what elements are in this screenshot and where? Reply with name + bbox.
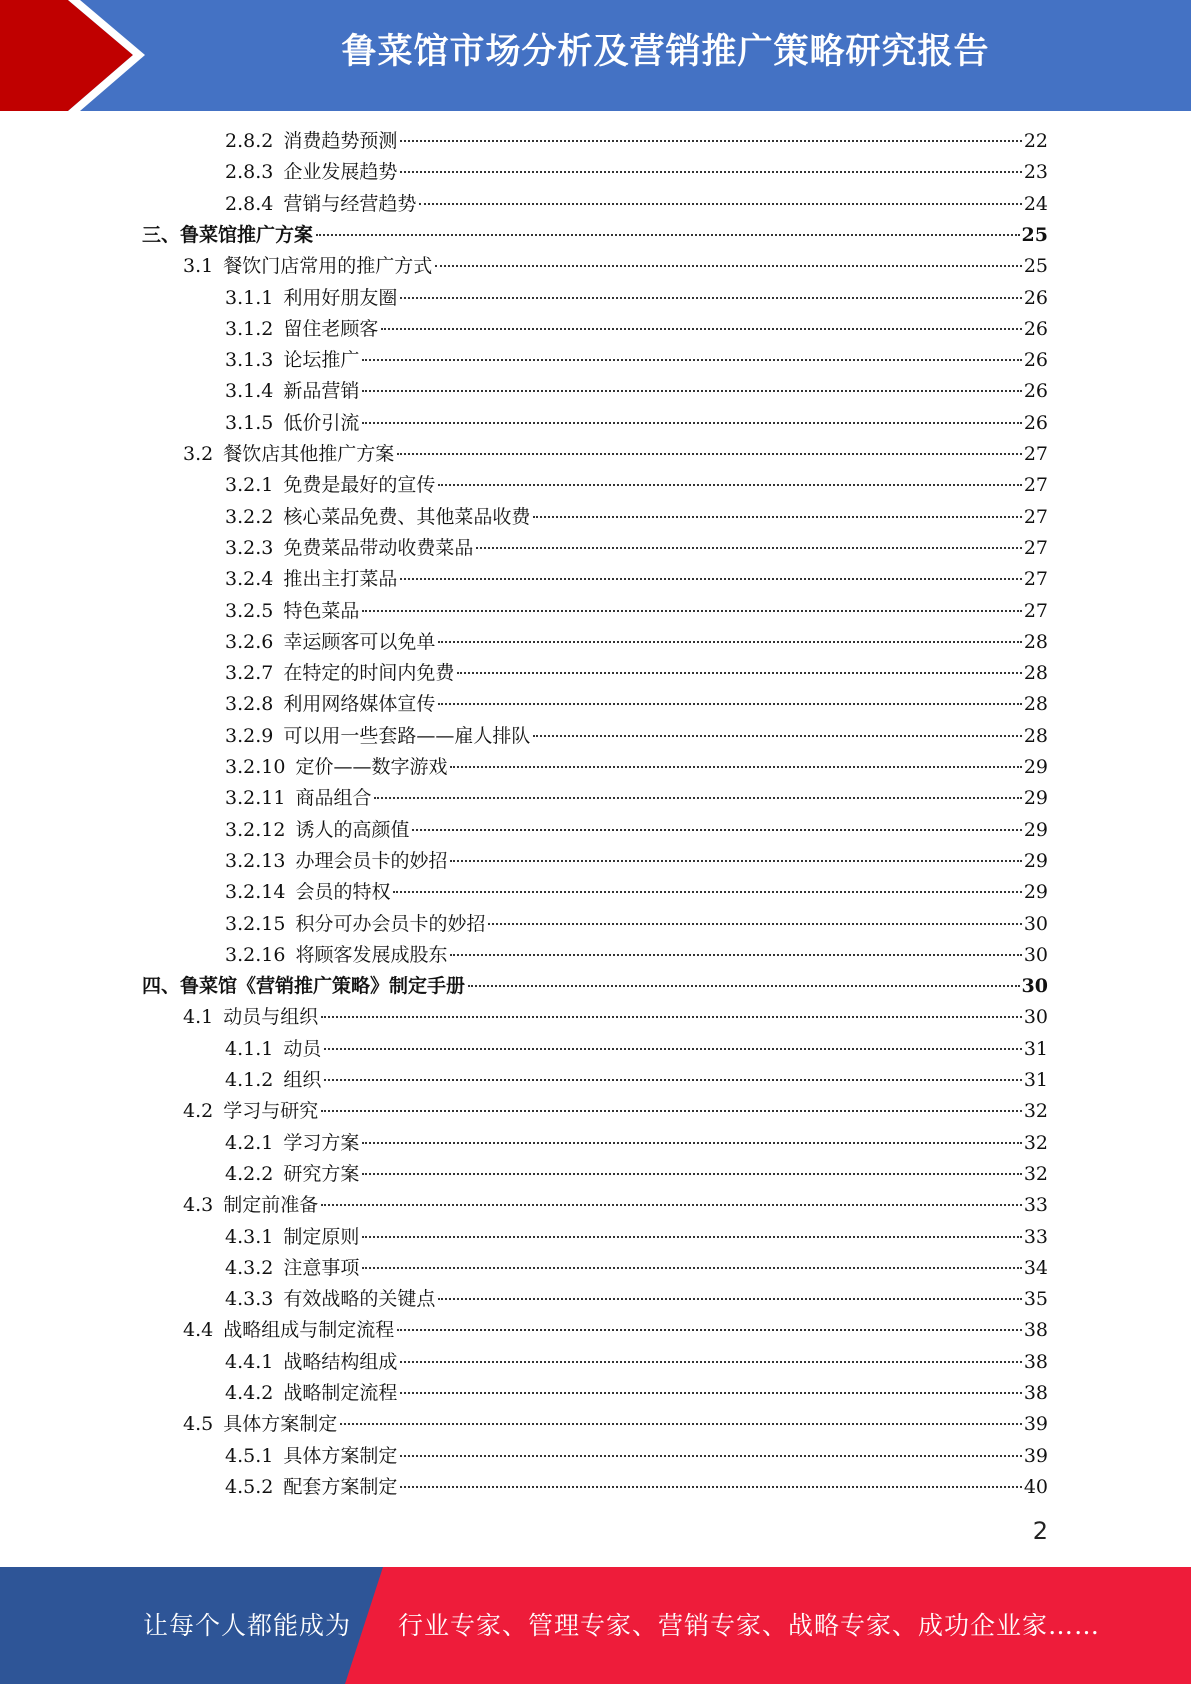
toc-entry[interactable]	[225, 627, 1048, 658]
toc-entry-title: 战略结构组成	[283, 1350, 398, 1373]
toc-entry[interactable]	[225, 502, 1048, 533]
toc-entry-page: 26	[1023, 317, 1048, 340]
toc-entry-title: 配套方案制定	[283, 1475, 398, 1498]
toc-entry-title: 论坛推广	[283, 349, 360, 372]
toc-entry-number: 3.2.1	[225, 474, 274, 497]
toc-entry-title: 研究方案	[283, 1162, 360, 1185]
toc-entry[interactable]	[183, 1315, 1048, 1346]
toc-entry-title: 餐饮门店常用的推广方式	[223, 255, 433, 278]
toc-entry-page: 27	[1023, 505, 1048, 528]
toc-entry-page: 27	[1023, 474, 1048, 497]
toc-entry-number: 3.2.2	[225, 505, 274, 528]
toc-entry-page: 33	[1023, 1194, 1048, 1217]
toc-entry-number: 3.2.11	[225, 787, 286, 810]
toc-leader-dots	[435, 265, 1022, 267]
toc-entry-page: 27	[1023, 568, 1048, 591]
toc-entry-page: 38	[1023, 1319, 1048, 1342]
toc-entry[interactable]	[225, 909, 1048, 940]
toc-entry[interactable]	[225, 596, 1048, 627]
toc-entry[interactable]	[183, 1096, 1048, 1127]
toc-entry-number: 3.1.4	[225, 380, 274, 403]
toc-entry-number: 4.2.2	[225, 1162, 274, 1185]
toc-entry-title: 留住老顾客	[283, 317, 379, 340]
toc-entry-number: 4.2	[183, 1100, 214, 1123]
toc-entry-page: 27	[1023, 443, 1048, 465]
toc-entry-title: 积分可办会员卡的妙招	[295, 912, 486, 935]
toc-entry[interactable]	[225, 846, 1048, 877]
toc-entry-number: 3.1.5	[225, 411, 274, 434]
toc-entry-title: 组织	[283, 1069, 322, 1091]
toc-entry-title: 利用好朋友圈	[283, 286, 398, 309]
toc-leader-dots	[400, 1486, 1021, 1488]
toc-entry-page: 38	[1023, 1382, 1048, 1404]
toc-entry-page: 23	[1023, 161, 1048, 184]
toc-entry-number: 3.2.10	[225, 756, 286, 778]
page-number: 2	[1032, 1517, 1048, 1545]
toc-entry-number: 3.1	[183, 255, 214, 278]
toc-entry-page: 30	[1021, 975, 1048, 998]
toc-entry-page: 28	[1023, 693, 1048, 716]
toc-entry-number: 2.8.2	[225, 130, 274, 152]
toc-entry[interactable]	[183, 1190, 1048, 1221]
toc-entry[interactable]	[225, 283, 1048, 314]
toc-entry-title: 在特定的时间内免费	[283, 662, 455, 685]
toc-entry-page: 27	[1023, 599, 1048, 622]
toc-leader-dots	[476, 547, 1021, 549]
toc-leader-dots	[362, 1173, 1021, 1175]
toc-leader-dots	[533, 735, 1021, 737]
toc-entry[interactable]	[225, 877, 1048, 908]
toc-entry-page: 38	[1023, 1350, 1048, 1373]
toc-entry[interactable]	[183, 439, 1048, 470]
toc-entry-title: 四、鲁菜馆《营销推广策略》制定手册	[142, 975, 466, 998]
toc-entry-title: 动员	[283, 1037, 322, 1060]
toc-entry-page: 22	[1023, 130, 1048, 152]
toc-entry-title: 低价引流	[283, 411, 360, 434]
toc-entry-page: 25	[1023, 255, 1048, 278]
toc-leader-dots	[362, 610, 1021, 612]
toc-entry-title: 有效战略的关键点	[283, 1288, 436, 1311]
toc-entry-title: 战略制定流程	[283, 1382, 398, 1404]
toc-entry-title: 消费趋势预测	[283, 130, 398, 152]
toc-entry-number: 4.5	[183, 1413, 214, 1436]
toc-entry-title: 三、鲁菜馆推广方案	[142, 223, 314, 246]
toc-entry-number: 4.3.3	[225, 1288, 274, 1311]
toc-entry-page: 28	[1023, 724, 1048, 747]
toc-entry-title: 免费是最好的宣传	[283, 474, 436, 497]
toc-leader-dots	[321, 1110, 1022, 1112]
toc-entry-page: 26	[1023, 380, 1048, 403]
toc-entry-number: 3.1.2	[225, 317, 274, 340]
toc-entry-title: 企业发展趋势	[283, 161, 398, 184]
toc-entry[interactable]	[183, 1409, 1048, 1440]
toc-entry-page: 26	[1023, 411, 1048, 434]
toc-entry[interactable]	[225, 1472, 1048, 1503]
toc-leader-dots	[400, 297, 1021, 299]
toc-leader-dots	[340, 1423, 1022, 1425]
toc-entry-page: 32	[1023, 1100, 1048, 1123]
toc-entry[interactable]	[225, 533, 1048, 564]
toc-entry-page: 29	[1023, 881, 1048, 904]
footer-slogan-left: 让每个人都能成为	[143, 1611, 352, 1640]
toc-entry-page: 31	[1023, 1037, 1048, 1060]
toc-entry-number: 3.2.6	[225, 630, 274, 653]
toc-leader-dots	[374, 797, 1021, 799]
toc-leader-dots	[412, 829, 1021, 831]
toc-entry-title: 动员与组织	[223, 1006, 319, 1029]
toc-entry[interactable]	[225, 408, 1048, 439]
toc-entry[interactable]	[225, 470, 1048, 501]
toc-entry[interactable]	[225, 376, 1048, 407]
toc-entry[interactable]	[225, 1159, 1048, 1190]
toc-entry-number: 3.2.5	[225, 599, 274, 622]
toc-entry-number: 3.2.13	[225, 849, 286, 872]
toc-leader-dots	[468, 985, 1020, 987]
toc-entry[interactable]	[225, 940, 1048, 971]
toc-leader-dots	[450, 860, 1021, 862]
toc-entry-title: 学习方案	[283, 1131, 360, 1154]
toc-entry[interactable]	[225, 815, 1048, 846]
toc-entry-title: 将顾客发展成股东	[295, 943, 448, 966]
toc-entry[interactable]	[225, 689, 1048, 720]
toc-entry-title: 幸运顾客可以免单	[283, 630, 436, 653]
toc-entry-title: 制定原则	[283, 1225, 360, 1248]
toc-entry[interactable]	[225, 1441, 1048, 1472]
toc-entry-page: 29	[1023, 849, 1048, 872]
toc-entry[interactable]	[225, 1034, 1048, 1065]
toc-entry-title: 会员的特权	[295, 881, 391, 904]
toc-leader-dots	[362, 1267, 1021, 1269]
toc-entry-page: 35	[1023, 1288, 1048, 1311]
toc-entry-page: 29	[1023, 756, 1048, 778]
toc-entry-number: 4.1.2	[225, 1069, 274, 1091]
toc-leader-dots	[397, 453, 1022, 455]
toc-entry[interactable]	[225, 564, 1048, 595]
toc-entry[interactable]	[225, 1253, 1048, 1284]
toc-entry-title: 利用网络媒体宣传	[283, 693, 436, 716]
toc-entry-page: 27	[1023, 536, 1048, 559]
toc-entry-number: 3.2.14	[225, 881, 286, 904]
toc-entry-title: 办理会员卡的妙招	[295, 849, 448, 872]
toc-leader-dots	[321, 1204, 1022, 1206]
toc-leader-dots	[400, 1455, 1021, 1457]
toc-leader-dots	[362, 1236, 1021, 1238]
toc-entry[interactable]	[225, 157, 1048, 188]
toc-entry-number: 4.1	[183, 1006, 214, 1029]
toc-entry-title: 可以用一些套路——雇人排队	[283, 724, 531, 747]
toc-entry-number: 3.2	[183, 443, 214, 465]
toc-entry-title: 学习与研究	[223, 1100, 319, 1123]
toc-entry-number: 3.2.4	[225, 568, 274, 591]
toc-entry-number: 3.2.16	[225, 943, 286, 966]
toc-leader-dots	[400, 1392, 1021, 1394]
toc-entry-page: 25	[1021, 223, 1048, 246]
toc-entry[interactable]	[225, 126, 1048, 157]
toc-entry-number: 3.1.3	[225, 349, 274, 372]
header-banner	[0, 0, 1191, 111]
toc-entry-page: 29	[1023, 787, 1048, 810]
toc-leader-dots	[400, 1361, 1021, 1363]
toc-entry-title: 免费菜品带动收费菜品	[283, 536, 474, 559]
toc-entry-number: 3.2.7	[225, 662, 274, 685]
toc-entry[interactable]	[142, 971, 1048, 1002]
toc-leader-dots	[438, 484, 1021, 486]
toc-leader-dots	[393, 891, 1021, 893]
toc-entry[interactable]	[225, 752, 1048, 783]
toc-entry-title: 核心菜品免费、其他菜品收费	[283, 505, 531, 528]
toc-entry-title: 制定前准备	[223, 1194, 319, 1217]
toc-entry-number: 4.5.2	[225, 1475, 274, 1498]
toc-entry-title: 诱人的高颜值	[295, 818, 410, 841]
toc-entry[interactable]	[225, 1065, 1048, 1096]
toc-leader-dots	[381, 328, 1021, 330]
toc-entry-number: 4.3.1	[225, 1225, 274, 1248]
toc-entry[interactable]	[225, 1378, 1048, 1409]
toc-entry-number: 3.2.3	[225, 536, 274, 559]
toc-entry-page: 30	[1023, 943, 1048, 966]
toc-leader-dots	[400, 171, 1021, 173]
toc-leader-dots	[362, 390, 1021, 392]
toc-leader-dots	[400, 578, 1021, 580]
toc-entry-page: 28	[1023, 630, 1048, 653]
toc-entry-number: 3.2.15	[225, 912, 286, 935]
toc-entry-title: 具体方案制定	[223, 1413, 338, 1436]
toc-leader-dots	[533, 516, 1021, 518]
toc-entry[interactable]	[183, 251, 1048, 282]
toc-entry-number: 3.2.8	[225, 693, 274, 716]
toc-entry-number: 4.4.2	[225, 1382, 274, 1404]
toc-entry-page: 28	[1023, 662, 1048, 685]
toc-entry-page: 30	[1023, 912, 1048, 935]
toc-entry-title: 战略组成与制定流程	[223, 1319, 395, 1342]
toc-entry-title: 特色菜品	[283, 599, 360, 622]
toc-entry-number: 4.4	[183, 1319, 214, 1342]
toc-leader-dots	[321, 1016, 1022, 1018]
toc-leader-dots	[324, 1079, 1021, 1081]
toc-entry[interactable]	[225, 658, 1048, 689]
toc-entry[interactable]	[225, 189, 1048, 220]
toc-entry[interactable]	[225, 345, 1048, 376]
footer-banner	[0, 1567, 1191, 1684]
toc-leader-dots	[450, 954, 1021, 956]
toc-entry-page: 31	[1023, 1069, 1048, 1091]
toc-leader-dots	[450, 766, 1021, 768]
toc-entry[interactable]	[225, 1347, 1048, 1378]
toc-entry-number: 4.3	[183, 1194, 214, 1217]
toc-entry-page: 39	[1023, 1413, 1048, 1436]
toc-entry-number: 4.4.1	[225, 1350, 274, 1373]
toc-entry-page: 32	[1023, 1131, 1048, 1154]
toc-leader-dots	[438, 641, 1021, 643]
toc-entry-number: 2.8.3	[225, 161, 274, 184]
toc-entry[interactable]	[225, 721, 1048, 752]
toc-entry-number: 4.3.2	[225, 1256, 274, 1279]
toc-entry-number: 2.8.4	[225, 192, 274, 215]
toc-entry-title: 营销与经营趋势	[283, 192, 417, 215]
toc-entry-page: 39	[1023, 1444, 1048, 1467]
toc-entry-page: 29	[1023, 818, 1048, 841]
toc-leader-dots	[362, 359, 1021, 361]
toc-entry-title: 商品组合	[295, 787, 372, 810]
toc-leader-dots	[400, 140, 1021, 142]
toc-entry[interactable]	[183, 1002, 1048, 1033]
toc-entry-number: 3.1.1	[225, 286, 274, 309]
toc-entry-page: 30	[1023, 1006, 1048, 1029]
toc-entry-title: 推出主打菜品	[283, 568, 398, 591]
toc-leader-dots	[362, 422, 1021, 424]
toc-leader-dots	[324, 1048, 1021, 1050]
toc-entry[interactable]	[225, 1284, 1048, 1315]
toc-leader-dots	[488, 923, 1021, 925]
toc-leader-dots	[316, 234, 1020, 236]
toc-leader-dots	[362, 1142, 1021, 1144]
toc-entry-page: 26	[1023, 349, 1048, 372]
toc-entry-title: 新品营销	[283, 380, 360, 403]
toc-entry-page: 33	[1023, 1225, 1048, 1248]
toc-entry-number: 3.2.12	[225, 818, 286, 841]
toc-leader-dots	[419, 203, 1021, 205]
toc-entry-title: 定价——数字游戏	[295, 756, 448, 778]
toc-entry-number: 3.2.9	[225, 724, 274, 747]
toc-entry-number: 4.5.1	[225, 1444, 274, 1467]
toc-entry-title: 具体方案制定	[283, 1444, 398, 1467]
toc-entry-page: 34	[1023, 1256, 1048, 1279]
toc-entry-number: 4.2.1	[225, 1131, 274, 1154]
toc-entry[interactable]	[225, 314, 1048, 345]
toc-entry-title: 注意事项	[283, 1256, 360, 1279]
toc-entry-page: 24	[1023, 192, 1048, 215]
footer-slogan-right: 行业专家、管理专家、营销专家、战略专家、成功企业家……	[398, 1611, 1101, 1640]
document-title: 鲁菜馆市场分析及营销推广策略研究报告	[341, 32, 990, 72]
toc-leader-dots	[438, 703, 1021, 705]
toc-leader-dots	[397, 1329, 1022, 1331]
toc-entry-page: 26	[1023, 286, 1048, 309]
toc-entry[interactable]	[142, 220, 1048, 251]
toc-entry[interactable]	[225, 1128, 1048, 1159]
toc-leader-dots	[457, 672, 1021, 674]
toc-entry-page: 40	[1023, 1475, 1048, 1498]
toc-entry[interactable]	[225, 783, 1048, 814]
toc-leader-dots	[438, 1298, 1021, 1300]
toc-entry-number: 4.1.1	[225, 1037, 274, 1060]
toc-entry-page: 32	[1023, 1162, 1048, 1185]
toc-entry[interactable]	[225, 1222, 1048, 1253]
toc-entry-title: 餐饮店其他推广方案	[223, 443, 395, 465]
